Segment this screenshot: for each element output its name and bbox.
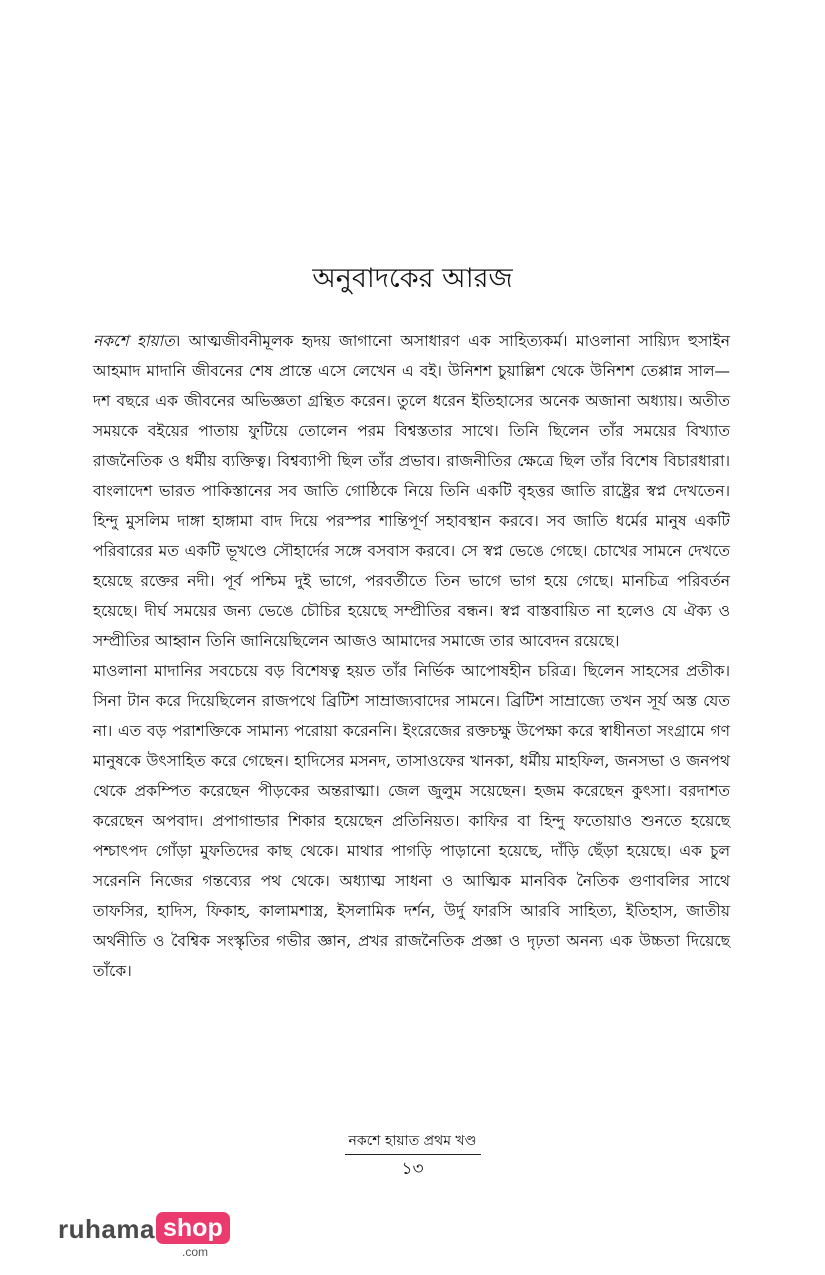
page-footer xyxy=(0,1130,825,1181)
logo-badge: shop xyxy=(156,1212,230,1244)
ruhama-shop-logo xyxy=(58,1212,258,1260)
paragraph-1 xyxy=(93,326,730,656)
chapter-title: অনুবাদকের আরজ xyxy=(312,263,513,294)
logo-word: ruhama xyxy=(58,1214,155,1244)
chapter-body xyxy=(93,326,730,986)
paragraph-2: মাওলানা মাদানির সবচেয়ে বড় বিশেষত্ব হয়ত তাঁর নির্ভিক আপোষহীন চরিত্র। ছিলেন সাহসের প্রতীক। সিনা টান করে দিয়েছিলেন রাজপথে ব্রিটিশ সাম্রাজ্যবাদের সামনে। ব্রিটিশ সাম্রাজ্যে তখন সূর্য অস্ত যেত না। এত বড় পরাশক্তিকে সামান্য পরোয়া করেননি। ইংরেজের রক্তচক্ষু উপেক্ষা করে স্বাধীনতা সংগ্রামে গণ মানুষকে উৎসাহিত করে গেছেন। হাদিসের মসনদ, তাসাওফের খানকা, ধর্মীয় মাহফিল, জনসভা ও জনপথ থেকে প্রকম্পিত করেছেন পীড়কের অন্তরাত্মা। জেল জুলুম সয়েছেন। হজম করেছেন কুৎসা। বরদাশত করেছেন অপবাদ। প্রপাগান্ডার শিকার হয়েছেন প্রতিনিয়ত। কাফির বা হিন্দু ফতোয়াও শুনতে হয়েছে পশ্চাৎপদ গোঁড়া মুফতিদের কাছ থেকে। মাথার পাগড়ি পাড়ানো হয়েছে, দাঁড়ি ছেঁড়া হয়েছে। এক চুল সরেননি নিজের গন্তব্যের পথ থেকে। অধ্যাত্ম সাধনা ও আত্মিক মানবিক নৈতিক গুণাবলির সাথে তাফসির, হাদিস, ফিকাহ, কালামশাস্ত্র, ইসলামিক দর্শন, উর্দু ফারসি আরবি সাহিত্য, ইতিহাস, জাতীয় অর্থনীতি ও বৈশ্বিক সংস্কৃতির গভীর জ্ঞান, প্রখর রাজনৈতিক প্রজ্ঞা ও দৃঢ়তা অনন্য এক উচ্চতা দিয়েছে তাঁকে। xyxy=(93,662,730,980)
page-number: ১৩ xyxy=(401,1159,424,1179)
footer-book-title: নকশে হায়াত প্রথম খণ্ড xyxy=(345,1130,481,1155)
paragraph-1-text: । আত্মজীবনীমূলক হৃদয় জাগানো অসাধারণ এক সাহিত্যকর্ম। মাওলানা সায়্যিদ হুসাইন আহমাদ মাদানি জীবনের শেষ প্রান্তে এসে লেখেন এ বই। উনিশশ চুয়াল্লিশ থেকে উনিশশ তেপ্পান্ন সাল— দশ বছরে এক জীবনের অভিজ্ঞতা গ্রন্থিত করেন। তুলে ধরেন ইতিহাসের অনেক অজানা অধ্যায়। অতীত সময়কে বইয়ের পাতায় ফুটিয়ে তোলেন পরম বিশ্বস্ততার সাথে। তিনি ছিলেন তাঁর সময়ের বিখ্যাত রাজনৈতিক ও ধর্মীয় ব্যক্তিত্ব। বিশ্বব্যাপী ছিল তাঁর প্রভাব। রাজনীতির ক্ষেত্রে ছিল তাঁর বিশেষ বিচারধারা। বাংলাদেশ ভারত পাকিস্তানের সব জাতি গোষ্ঠিকে নিয়ে তিনি একটি বৃহত্তর জাতি রাষ্ট্রের স্বপ্ন দেখতেন। হিন্দু মুসলিম দাঙ্গা হাঙ্গামা বাদ দিয়ে পরস্পর শান্তিপূর্ণ সহাবস্থান করবে। সব জাতি ধর্মের মানুষ একটি পরিবারের মত একটি ভূখণ্ডে সৌহার্দের সঙ্গে বসবাস করবে। সে স্বপ্ন ভেঙে গেছে। চোখের সামনে দেখতে হয়েছে রক্তের নদী। পূর্ব পশ্চিম দুই ভাগে, পরবর্তীতে তিন ভাগে ভাগ হয়ে গেছে। মানচিত্র পরিবর্তন হয়েছে। দীর্ঘ সময়ের জন্য ভেঙে চৌচির হয়েছে সম্প্রীতির বন্ধন। স্বপ্ন বাস্তবায়িত না হলেও যে ঐক্য ও সম্প্রীতির আহ্বান তিনি জানিয়েছিলেন আজও আমাদের সমাজে তার আবেদন রয়েছে। xyxy=(93,332,730,650)
logo-domain: .com xyxy=(182,1245,209,1259)
book-name-italic: নকশে হায়াত xyxy=(93,332,175,350)
